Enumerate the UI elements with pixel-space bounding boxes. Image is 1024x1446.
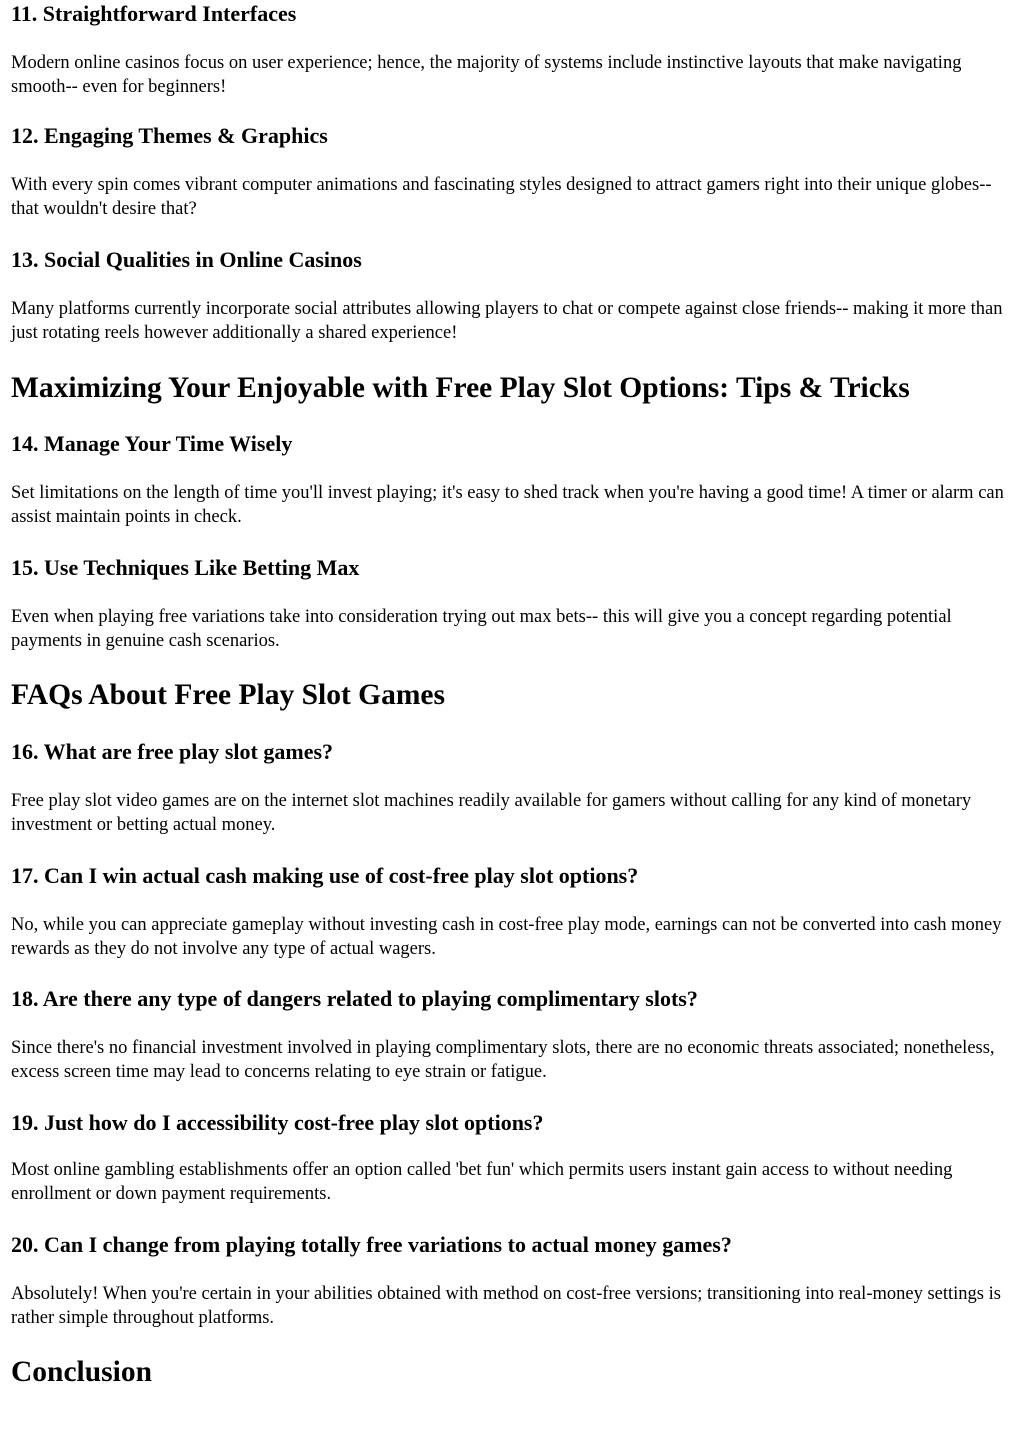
paragraph-betting-max: Even when playing free variations take into consideration trying out max bets-- this will give you a concept regarding potential payments in genuine cash scenarios. [11,607,952,651]
faq-question-16: 16. What are free play slot games? [11,739,334,764]
paragraph-straightforward-interfaces: Modern online casinos focus on user experience; hence, the majority of systems include instinctive layouts that make navigating smooth-- even for beginners! [11,53,962,97]
faq-answer-18: Since there's no financial investment involved in playing complimentary slots, there are no economic threats associated; nonetheless, excess screen time may lead to concerns relating to eye strain or fatigue. [11,1038,995,1082]
faq-answer-20: Absolutely! When you're certain in your abilities obtained with method on cost-free versions; transitioning into real-money settings is rather simple throughout platforms. [11,1284,1001,1328]
heading-betting-max: 15. Use Techniques Like Betting Max [11,555,360,580]
heading-social-qualities: 13. Social Qualities in Online Casinos [11,247,362,272]
paragraph-manage-time: Set limitations on the length of time you'll invest playing; it's easy to shed track when you're having a good time! A timer or alarm can assist maintain points in check. [11,483,1004,527]
section-heading-faqs: FAQs About Free Play Slot Games [11,679,446,711]
faq-answer-17: No, while you can appreciate gameplay without investing cash in cost-free play mode, earnings can not be converted into cash money rewards as they do not involve any type of actual wagers. [11,915,1002,959]
faq-question-17: 17. Can I win actual cash making use of cost-free play slot options? [11,863,639,888]
paragraph-engaging-themes: With every spin comes vibrant computer animations and fascinating styles designed to attract gamers right into their unique globes-- that wouldn't desire that? [11,175,992,219]
faq-answer-19: Most online gambling establishments offer an option called 'bet fun' which permits users instant gain access to without needing enrollment or down payment requirements. [11,1160,953,1204]
paragraph-social-qualities: Many platforms currently incorporate social attributes allowing players to chat or compete against close friends-- making it more than just rotating reels however additionally a shared experience! [11,299,1003,343]
section-heading-tips: Maximizing Your Enjoyable with Free Play Slot Options: Tips & Tricks [11,372,910,404]
heading-engaging-themes: 12. Engaging Themes & Graphics [11,123,328,148]
faq-question-18: 18. Are there any type of dangers related to playing complimentary slots? [11,986,698,1011]
heading-straightforward-interfaces: 11. Straightforward Interfaces [11,1,297,26]
faq-question-20: 20. Can I change from playing totally free variations to actual money games? [11,1232,732,1257]
section-heading-conclusion: Conclusion [11,1356,152,1388]
faq-answer-16: Free play slot video games are on the internet slot machines readily available for gamers without calling for any kind of monetary investment or betting actual money. [11,791,972,835]
faq-question-19: 19. Just how do I accessibility cost-free play slot options? [11,1110,544,1135]
heading-manage-time: 14. Manage Your Time Wisely [11,431,293,456]
